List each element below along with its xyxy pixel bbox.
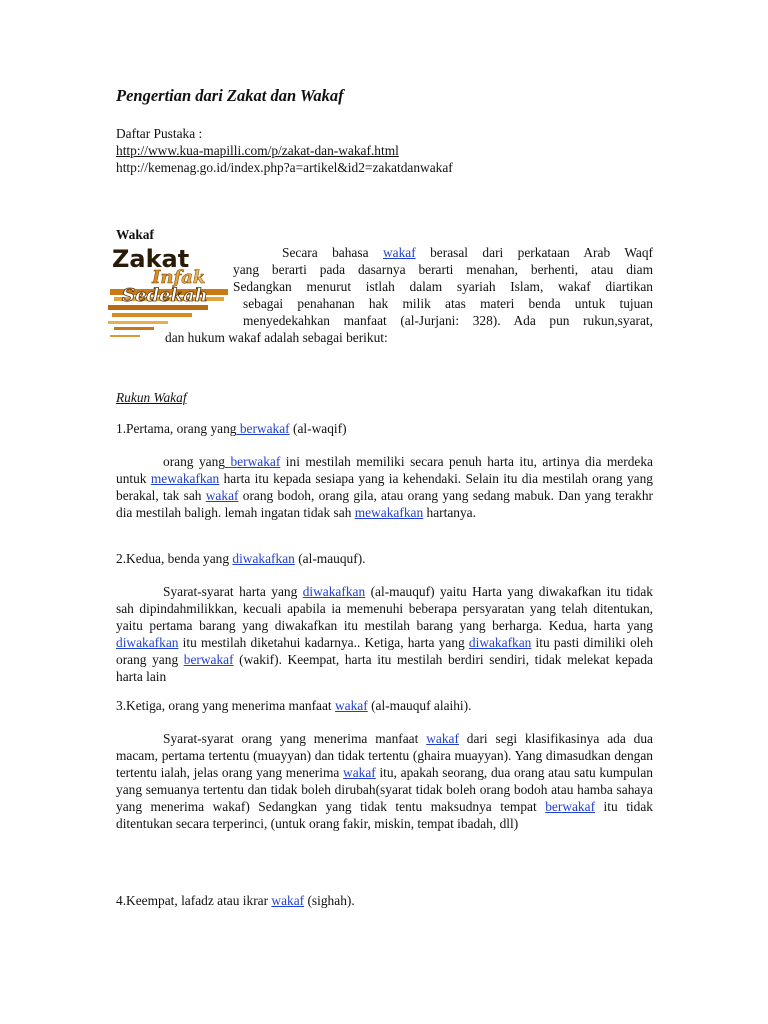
reference-link-2: http://kemenag.go.id/index.php?a=artikel&id2=zakatdanwakaf — [116, 160, 453, 175]
link-mewakafkan[interactable]: mewakafkan — [354, 505, 424, 520]
section-heading-wakaf: Wakaf — [116, 227, 154, 242]
references-label: Daftar Pustaka : — [116, 126, 203, 141]
link-wakaf[interactable]: wakaf — [426, 731, 459, 746]
page-title: Pengertian dari Zakat dan Wakaf — [116, 86, 344, 105]
link-berwakaf[interactable]: berwakaf — [236, 421, 290, 436]
rukun-4-title: 4.Keempat, lafadz atau ikrar wakaf (sighah). — [116, 893, 355, 908]
wakaf-line-3: Sedangkan menurut istlah dalam syariah Islam, wakaf diartikan — [233, 279, 653, 294]
section-heading-rukun-wakaf: Rukun Wakaf — [116, 390, 187, 405]
link-mewakafkan[interactable]: mewakafkan — [150, 471, 220, 486]
link-berwakaf[interactable]: berwakaf — [183, 652, 234, 667]
wakaf-line-4: sebagai penahanan hak milik atas materi benda untuk tujuan — [243, 296, 653, 311]
link-diwakafkan[interactable]: diwakafkan — [232, 551, 295, 566]
wakaf-line-2: yang berarti pada dasarnya berarti menahan, berhenti, atau diam — [233, 262, 653, 277]
svg-text:Zakat: Zakat — [112, 245, 190, 273]
link-berwakaf[interactable]: berwakaf — [545, 799, 596, 814]
wakaf-line-6: dan hukum wakaf adalah sebagai berikut: — [165, 330, 388, 345]
link-diwakafkan[interactable]: diwakafkan — [468, 635, 532, 650]
reference-link-1[interactable]: http://www.kua-mapilli.com/p/zakat-dan-wakaf.html — [116, 143, 399, 158]
svg-text:Infak: Infak — [152, 267, 206, 288]
link-wakaf[interactable]: wakaf — [335, 698, 368, 713]
rukun-2-paragraph: Syarat-syarat harta yang diwakafkan (al-mauquf) yaitu Harta yang diwakafkan itu tidak sah dipindahmilikkan, kecuali apabila ia memenuhi beberapa persyaratan yang telah ditentukan, yaitu pertama barang yang diwakafkan itu mestilah barang yang berharga. Kedua, harta yang diwakafkan itu mestilah diketahui kadarnya.. Ketiga, harta yang diwakafkan itu pasti dimiliki oleh orang yang berwakaf (wakif). Keempat, harta itu mestilah berdiri sendiri, tidak melekat kepada harta lain — [116, 584, 654, 684]
wakaf-line-1: Secara bahasa wakaf berasal dari perkataan Arab Waqf — [282, 245, 653, 260]
link-wakaf[interactable]: wakaf — [205, 488, 239, 503]
link-wakaf[interactable]: wakaf — [382, 245, 416, 260]
link-wakaf[interactable]: wakaf — [271, 893, 305, 908]
rukun-1-paragraph: orang yang berwakaf ini mestilah memiliki secara penuh harta itu, artinya dia merdeka untuk mewakafkan harta itu kepada sesiapa yang ia kehendaki. Selain itu dia mestilah orang yang berakal, tak sah wakaf orang bodoh, orang gila, atau orang yang sedang mabuk. Dan yang terakhr dia mestilah baligh. lemah ingatan tidak sah mewakafkan hartanya. — [116, 454, 653, 520]
rukun-1-title: 1.Pertama, orang yang berwakaf (al-waqif) — [116, 421, 347, 436]
wakaf-line-5: menyedekahkan manfaat (al-Jurjani: 328). Ada pun rukun,syarat, — [243, 313, 653, 328]
link-diwakafkan[interactable]: diwakafkan — [116, 635, 179, 650]
link-berwakaf[interactable]: berwakaf — [225, 454, 281, 469]
rukun-3-title: 3.Ketiga, orang yang menerima manfaat wakaf (al-mauquf alaihi). — [116, 698, 472, 713]
link-wakaf[interactable]: wakaf — [343, 765, 376, 780]
svg-text:Sedekah: Sedekah — [122, 285, 208, 306]
link-diwakafkan[interactable]: diwakafkan — [302, 584, 366, 599]
rukun-3-paragraph: Syarat-syarat orang yang menerima manfaat wakaf dari segi klasifikasinya ada dua macam, pertama tertentu (muayyan) dan tidak tertentu (ghaira muayyan). Yang dimasudkan dengan tertentu ialah, jelas orang yang menerima wakaf itu, apakah seorang, dua orang atau satu kumpulan yang semuanya tertentu dan tidak boleh dirubah(syarat tidak boleh orang bodoh atau hamba sahaya yang menerima wakaf) Sedangkan yang tidak tentu maksudnya tempat berwakaf itu tidak ditentukan secara terperinci, (untuk orang fakir, miskin, tempat ibadah, dll) — [116, 731, 653, 831]
rukun-2-title: 2.Kedua, benda yang diwakafkan (al-mauquf). — [116, 551, 366, 566]
